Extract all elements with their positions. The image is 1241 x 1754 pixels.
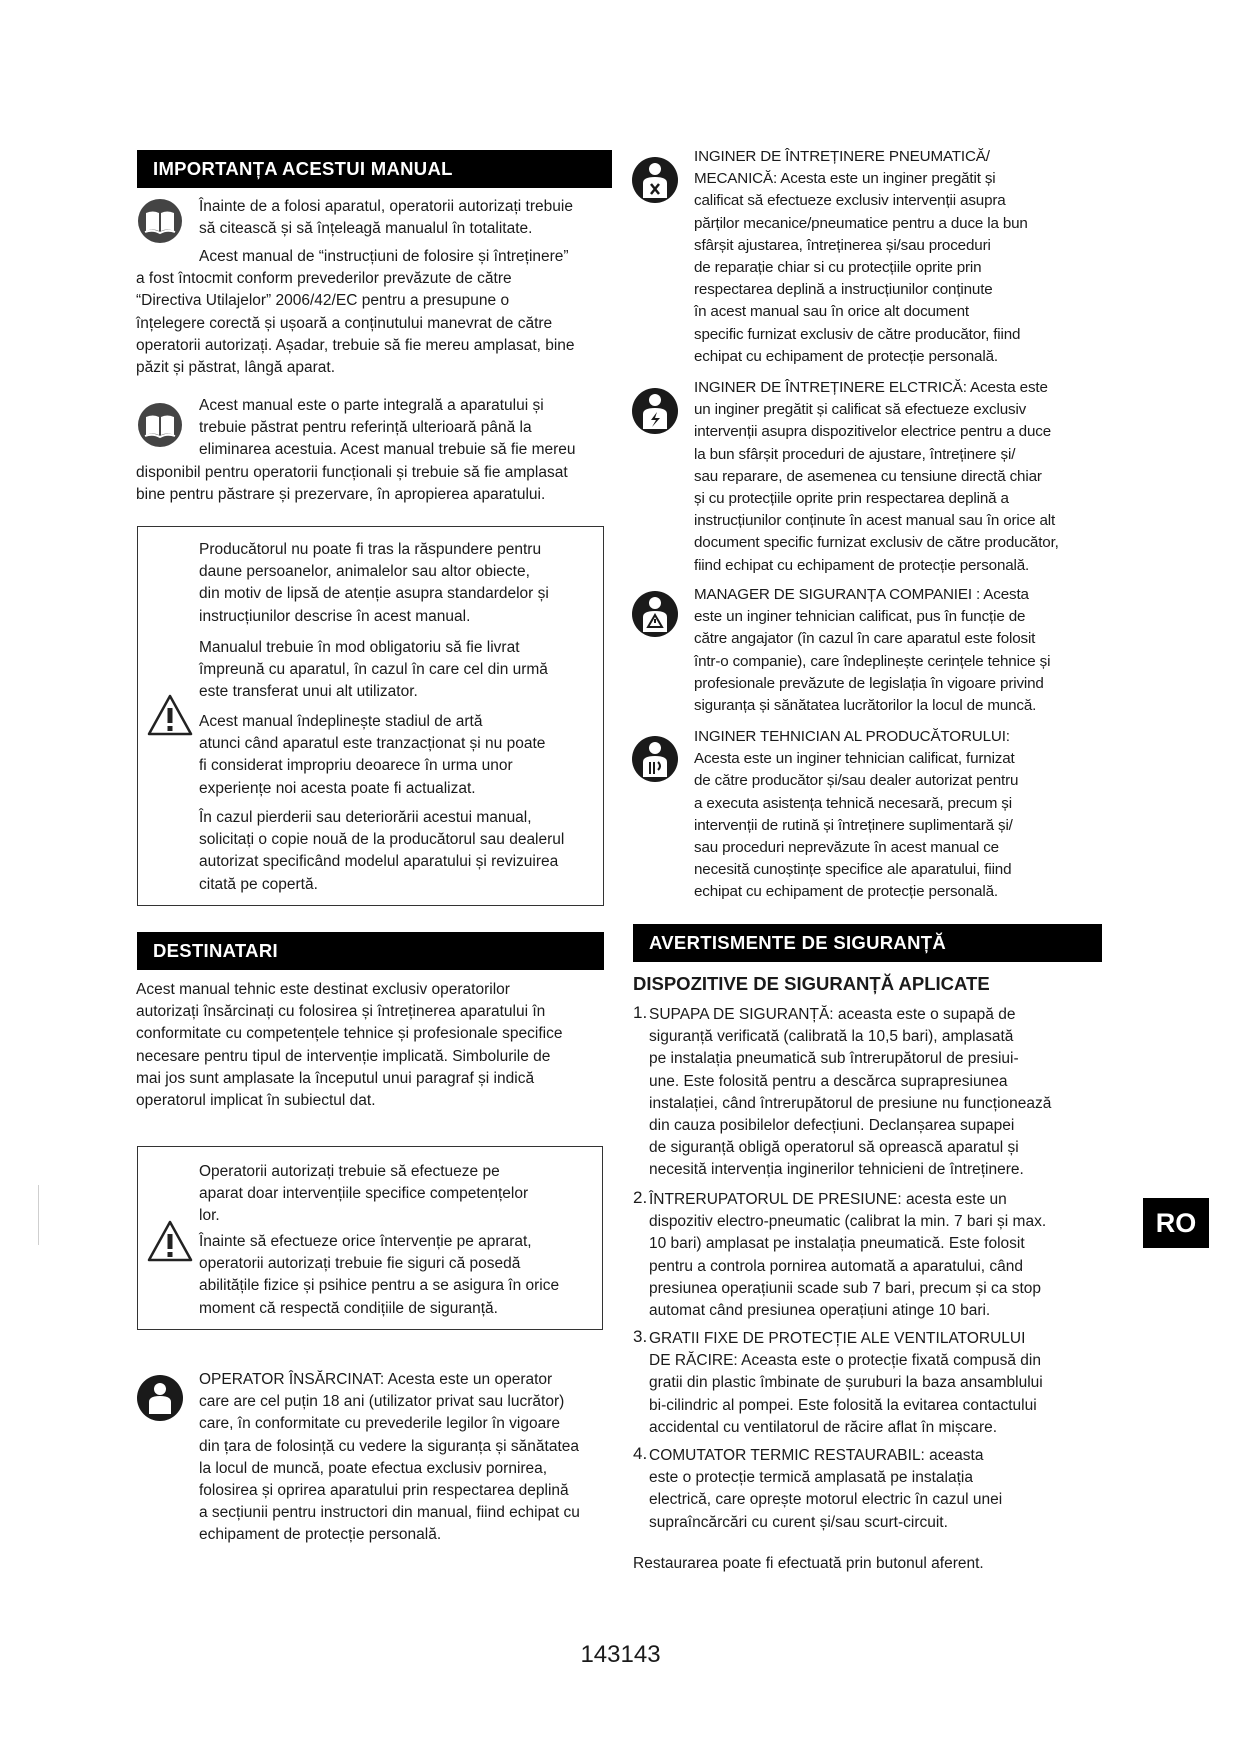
page-number: 143143 bbox=[580, 1641, 661, 1668]
list-text: SUPAPA DE SIGURANȚĂ: aceasta este o supapă de siguranță verificată (calibrată la 10,5 bari), amplasată pe instalația pneumatică sub întrerupătorul de presiui- une. Este folosită pentru a descărca suprapresiunea instalației, când întrerupătorul de presiune nu funcționează din cauza posibilelor defecțiuni. Declanșarea supapei de siguranță obligă operatorul să oprească aparatul și necesită intervenția inginerilor tehnicieni de întreținere. bbox=[649, 1006, 1052, 1179]
intro-paragraph: Înainte de a folosi aparatul, operatorii autorizați trebuie să citească și să înțeleagă manualul în totalitate. bbox=[199, 198, 573, 238]
list-text: GRATII FIXE DE PROTECȚIE ALE VENTILATORULUI DE RĂCIRE: Aceasta este o protecție fixată compusă din gratii din plastic îmbinate de șuruburi la baza ansamblului bi-cilindric al pompei. Este folosită la evitarea contactului accidental cu ventilatorul de răcire aflat în mișcare. bbox=[649, 1330, 1043, 1436]
reset-note: Restaurarea poate fi efectuată prin butonul aferent. bbox=[633, 1555, 984, 1572]
delivery-text: Manualul trebuie în mod obligatoriu să fie livrat împreună cu aparatul, în cazul în care cel din urmă este transferat unui alt utilizator. bbox=[199, 639, 548, 701]
manufacturer-technician-description: INGINER TEHNICIAN AL PRODUCĂTORULUI: Acesta este un inginer tehnician calificat, furnizat de către producător și/sau dealer autorizat pentru a executa asistența tehnică necesară, precum și intervenții de rutină și întreținere suplimentară și/ sau proceduri neprevăzute în acest manual ce necesită cunoștințe specifice ale aparatului, fiind echipat cu echipament de protecție personală. bbox=[694, 728, 1019, 901]
list-text: COMUTATOR TERMIC RESTAURABIL: aceasta este o protecție termică amplasată pe instalația electrică, care oprește motorul electric în cazul unei supraîncărcări cu curent și/sau scurt-circuit. bbox=[649, 1447, 1003, 1531]
warning-box-liability bbox=[137, 526, 604, 906]
integral-paragraph: Acest manual este o parte integrală a aparatului și trebuie păstrat pentru referință ulterioară până la eliminarea acestuia. Acest manual trebuie să fie mereu disponibil pentru operatorii funcționali și trebuie să fie amplasat bine pentru păstrare și prezervare, în apropierea aparatului. bbox=[136, 397, 576, 503]
list-number: 1. bbox=[633, 1003, 648, 1022]
operator-description: OPERATOR ÎNSĂRCINAT: Acesta este un operator care are cel puțin 18 ani (utilizator privat sau lucrător) care, în conformitate cu prevederile legilor în vigoare din țara de folosință cu vedere la siguranța și sănătatea la locul de muncă, poate efectua exclusiv pornirea, folosirea și oprirea aparatului prin respectarea deplină a secțiunii pentru instructori din manual, fiind echipat cu echipament de protecție personală. bbox=[199, 1371, 580, 1544]
recipients-paragraph: Acest manual tehnic este destinat exclusiv operatorilor autorizați însărcinați cu folosirea și întreținerea aparatului în conformitate cu competențele tehnice și profesionale specifice necesare pentru tipul de intervenție implicată. Simbolurile de mai jos sunt amplasate la începutul unui paragraf și indică operatorul implicat în subiectul dat. bbox=[136, 981, 563, 1110]
state-of-art-text: Acest manual îndeplinește stadiul de artă atunci când aparatul este tranzacționat și nu poate fi considerat impropriu deoarece în urma unor experiențe noi acesta poate fi actualizat. bbox=[199, 713, 546, 797]
mechanic-engineer-description: INGINER DE ÎNTREȚINERE PNEUMATICĂ/ MECANICĂ: Acesta este un inginer pregătit și calificat să efectueze exclusiv intervenții asupra părților mecanice/pneumatice pentru a duce la bun sfârșit ajustarea, întreținerea și/sau proceduri de reparație chiar si cu protecțiile oprite prin respectarea deplină a instrucțiunilor conținute în acest manual sau în orice alt document specific furnizat exclusiv de către producător, fiind echipat cu echipament de protecție personală. bbox=[694, 148, 1028, 365]
language-tab: RO bbox=[1143, 1198, 1209, 1248]
electric-engineer-icon bbox=[631, 387, 679, 442]
list-number: 4. bbox=[633, 1444, 648, 1463]
manufacturer-technician-icon bbox=[631, 735, 679, 790]
list-number: 3. bbox=[633, 1327, 648, 1346]
list-number: 2. bbox=[633, 1188, 648, 1207]
header-recipients: DESTINATARI bbox=[137, 932, 604, 970]
operator-icon bbox=[136, 1374, 184, 1429]
liability-text: Producătorul nu poate fi tras la răspundere pentru daune persoanelor, animalelor sau altor obiecte, din motiv de lipsă de atenție asupra standardelor și instrucțiunilor descrise în acest manual. bbox=[199, 541, 549, 625]
header-safety-warnings: AVERTISMENTE DE SIGURANȚĂ bbox=[633, 924, 1102, 962]
safety-manager-icon bbox=[631, 590, 679, 645]
mechanic-engineer-icon bbox=[631, 156, 679, 211]
warning-box-competences bbox=[137, 1146, 603, 1330]
header-importance: IMPORTANȚA ACESTUI MANUAL bbox=[137, 150, 612, 188]
lost-manual-text: În cazul pierderii sau deteriorării acestui manual, solicitați o copie nouă de la producătorul sau dealerul autorizat specificând modelul aparatului și revizuirea citată pe copertă. bbox=[199, 809, 565, 893]
competences-text: Operatorii autorizați trebuie să efectueze pe aparat doar intervențiile specifice competențelor lor. bbox=[199, 1163, 529, 1225]
directive-paragraph: Acest manual de “instrucțiuni de folosire și întreținere” a fost întocmit conform prevederilor prevăzute de către “Directiva Utilajelor” 2006/42/EC pentru a presupune o înțelegere corectă și ușoară a conținutului manevrat de către operatorii autorizați. Așadar, trebuie să fie mereu amplasat, bine păzit și păstrat, lângă aparat. bbox=[136, 248, 575, 377]
warning-icon bbox=[146, 693, 194, 744]
safety-devices-subheading: DISPOZITIVE DE SIGURANȚĂ APLICATE bbox=[633, 973, 990, 994]
electric-engineer-description: INGINER DE ÎNTREȚINERE ELCTRICĂ: Acesta este un inginer pregătit și calificat să efectueze exclusiv intervenții asupra dispozitivelor electrice pentru a duce la bun sfârșit proceduri de ajustare, întreținere și/ sau reparare, de asemenea cu tensiune directă chiar și cu protecțiile oprite prin respectarea deplină a instrucțiunilor conținute în acest manual sau în orice alt document specific furnizat exclusiv de către producător, fiind echipat cu echipament de protecție personală. bbox=[694, 379, 1059, 574]
safety-manager-description: MANAGER DE SIGURANȚA COMPANIEI : Acesta este un inginer tehnician calificat, pus în funcție de către angajator (în cazul în care aparatul este folosit într-o companie), care îndeplinește cerințele tehnice și profesionale prevăzute de legislația în vigoare privind siguranța și sănătatea lucrătorilor la locul de muncă. bbox=[694, 586, 1051, 715]
book-icon bbox=[137, 198, 183, 251]
scan-edge-mark bbox=[38, 1185, 39, 1245]
warning-icon bbox=[146, 1219, 194, 1270]
abilities-text: Înainte să efectueze orice întervenție pe aprarat, operatorii autorizați trebuie fie siguri că posedă abilitățile fizice și psihice pentru a se asigura în orice moment că respectă condițiile de siguranță. bbox=[199, 1233, 560, 1317]
list-text: ÎNTRERUPATORUL DE PRESIUNE: acesta este un dispozitiv electro-pneumatic (calibrat la min. 7 bari și max. 10 bari) amplasat pe instalația pneumatică. Este folosit pentru a controla pornirea automată a aparatului, când presiunea operațiunii scade sub 7 bari, precum și ca stop automat când presiunea operațiuni atinge 10 bari. bbox=[649, 1191, 1047, 1320]
